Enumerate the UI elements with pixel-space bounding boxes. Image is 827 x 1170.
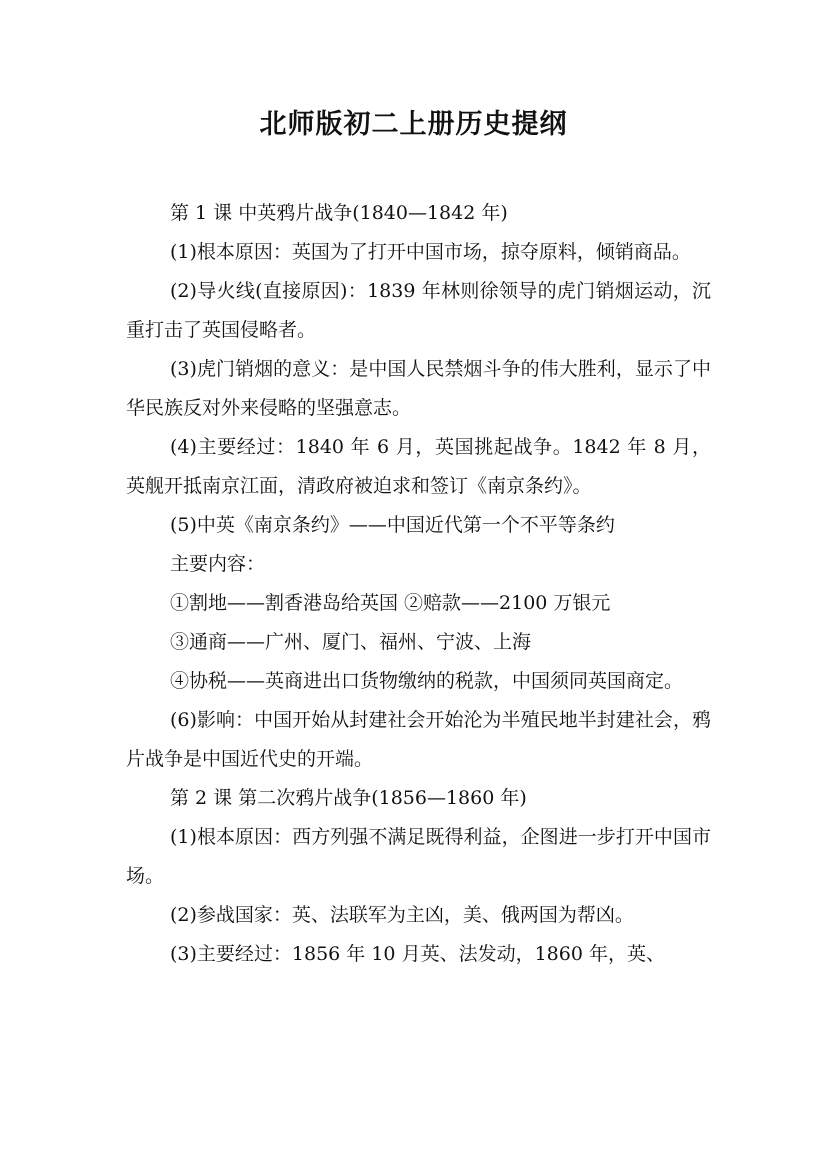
paragraph: (2)导火线(直接原因)：1839 年林则徐领导的虎门销烟运动，沉重打击了英国侵略者。 [126,280,711,341]
paragraph: (4)主要经过：1840 年 6 月，英国挑起战争。1842 年 8 月，英舰开抵南京江面，清政府被迫求和签订《南京条约》。 [126,436,711,497]
lesson-1-heading: 第 1 课 中英鸦片战争(1840—1842 年) [170,202,508,224]
list-item: ①割地——割香港岛给英国 ②赔款——2100 万银元 [170,592,611,614]
paragraph: (1)根本原因：西方列强不满足既得利益，企图进一步打开中国市场。 [126,826,711,887]
paragraph: (3)虎门销烟的意义：是中国人民禁烟斗争的伟大胜利，显示了中华民族反对外来侵略的坚强意志。 [126,358,711,419]
list-item: ③通商——广州、厦门、福州、宁波、上海 [170,631,532,653]
paragraph: (3)主要经过：1856 年 10 月英、法发动，1860 年，英、 [170,943,665,965]
paragraph: (1)根本原因：英国为了打开中国市场，掠夺原料，倾销商品。 [170,241,691,263]
list-item: ④协税——英商进出口货物缴纳的税款，中国须同英国商定。 [170,670,684,692]
paragraph: 主要内容： [170,553,266,575]
document-title: 北师版初二上册历史提纲 [259,109,568,140]
document-body [126,194,711,974]
lesson-2-heading: 第 2 课 第二次鸦片战争(1856—1860 年) [170,787,527,809]
paragraph: (5)中英《南京条约》——中国近代第一个不平等条约 [170,514,615,536]
paragraph: (2)参战国家：英、法联军为主凶，美、俄两国为帮凶。 [170,904,634,926]
paragraph: (6)影响：中国开始从封建社会开始沦为半殖民地半封建社会，鸦片战争是中国近代史的开端。 [126,709,711,770]
